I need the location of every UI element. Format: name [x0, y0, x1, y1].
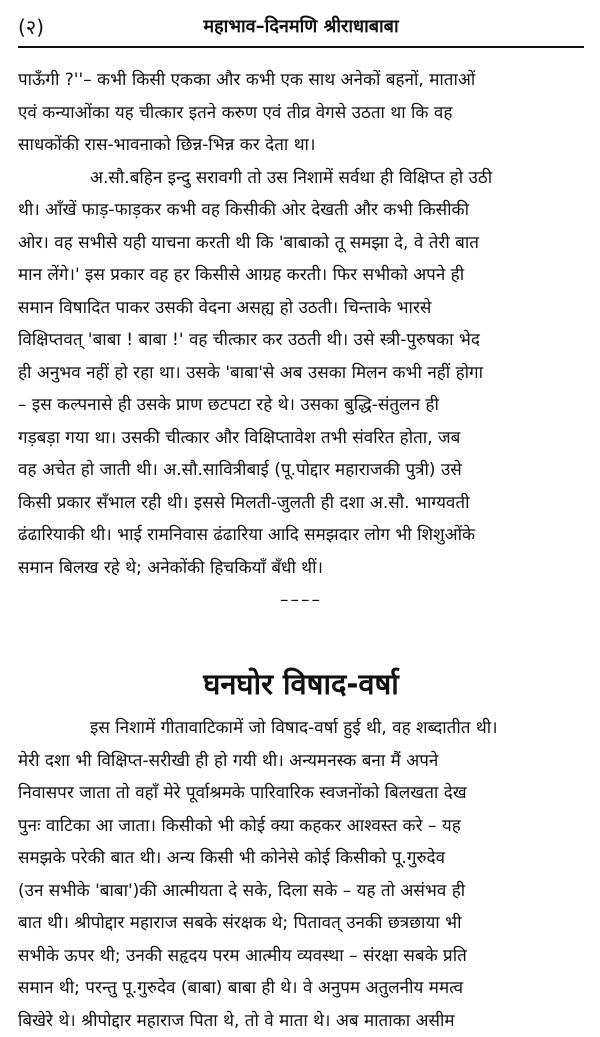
section-separator: –––– — [18, 584, 584, 628]
text-line: ओर। वह सभीसे यही याचना करती थी कि 'बाबाको तू समझा दे, वे तेरी बात — [18, 227, 584, 260]
text-line: समझके परेकी बात थी। अन्य किसी भी कोनेसे कोई किसीको पू.गुरुदेव — [18, 842, 584, 875]
text-line: इस निशामें गीतावाटिकामें जो विषाद-वर्षा हुई थी, वह शब्दातीत थी। — [18, 712, 584, 745]
section-1-text — [18, 64, 584, 584]
section-gap — [18, 628, 584, 662]
text-line: बात थी। श्रीपोद्दार महाराज सबके संरक्षक थे; पितावत् उनकी छत्रछाया भी — [18, 907, 584, 940]
text-line: समान विषादित पाकर उसकी वेदना असह्य हो उठती। चिन्ताके भारसे — [18, 292, 584, 325]
running-title: महाभाव–दिनमणि श्रीराधाबाबा — [18, 14, 584, 40]
text-line: – इस कल्पनासे ही उसके प्राण छटपटा रहे थे। उसका बुद्धि-संतुलन ही — [18, 389, 584, 422]
text-line: सभीके ऊपर थी; उनकी सहृदय परम आत्मीय व्यवस्था – संरक्षा सबके प्रति — [18, 940, 584, 973]
section-title: घनघोर विषाद-वर्षा — [18, 662, 584, 712]
text-line: साधकोंकी रास-भावनाको छिन्न-भिन्न कर देता था। — [18, 129, 584, 162]
text-line: पुनः वाटिका आ जाता। किसीको भी कोई क्या कहकर आश्वस्त करे – यह — [18, 810, 584, 843]
page-number: (२) — [18, 14, 44, 40]
text-line: मेरी दशा भी विक्षिप्त-सरीखी ही हो गयी थी। अन्यमनस्क बना मैं अपने — [18, 745, 584, 778]
text-line: ढंढारियाकी थी। भाई रामनिवास ढंढारिया आदि समझदार लोग भी शिशुओंके — [18, 519, 584, 552]
text-line: निवासपर जाता तो वहाँ मेरे पूर्वाश्रमके पारिवारिक स्वजनोंको बिलखता देख — [18, 777, 584, 810]
text-line: समान बिलख रहे थे; अनेकोंकी हिचकियाँ बँधी थीं। — [18, 552, 584, 585]
page-header — [18, 8, 584, 48]
text-line: वह अचेत हो जाती थी। अ.सौ.सावित्रीबाई (पू.पोद्दार महाराजकी पुत्री) उसे — [18, 454, 584, 487]
text-line: एवं कन्याओंका यह चीत्कार इतने करुण एवं तीव्र वेगसे उठता था कि वह — [18, 97, 584, 130]
text-line: समान थी; परन्तु पू.गुरुदेव (बाबा) बाबा ही थे। वे अनुपम अतुलनीय ममत्व — [18, 972, 584, 1005]
page-body — [18, 64, 584, 1037]
text-line: किसी प्रकार सँभाल रही थी। इससे मिलती-जुलती ही दशा अ.सौ. भाग्यवती — [18, 487, 584, 520]
section-2-text — [18, 712, 584, 1037]
text-line: पाऊँगी ?''– कभी किसी एकका और कभी एक साथ अनेकों बहनों, माताओं — [18, 64, 584, 97]
text-line: विक्षिप्तवत् 'बाबा ! बाबा !' वह चीत्कार कर उठती थी। उसे स्त्री-पुरुषका भेद — [18, 324, 584, 357]
text-line: थी। आँखें फाड़-फाड़कर कभी वह किसीकी ओर देखती और कभी किसीकी — [18, 194, 584, 227]
header-rule — [18, 46, 584, 48]
text-line: ही अनुभव नहीं हो रहा था। उसके 'बाबा'से अब उसका मिलन कभी नहीं होगा — [18, 357, 584, 390]
text-line: बिखेरे थे। श्रीपोद्दार महाराज पिता थे, तो वे माता थे। अब माताका असीम — [18, 1005, 584, 1037]
text-line: अ.सौ.बहिन इन्दु सरावगी तो उस निशामें सर्वथा ही विक्षिप्त हो उठी — [18, 162, 584, 195]
text-line: मान लेंगे।' इस प्रकार वह हर किसीसे आग्रह करती। फिर सभीको अपने ही — [18, 259, 584, 292]
text-line: (उन सभीके 'बाबा')की आत्मीयता दे सके, दिला सके – यह तो असंभव ही — [18, 875, 584, 908]
text-line: गड़बड़ा गया था। उसकी चीत्कार और विक्षिप्तावेश तभी संवरित होता, जब — [18, 422, 584, 455]
